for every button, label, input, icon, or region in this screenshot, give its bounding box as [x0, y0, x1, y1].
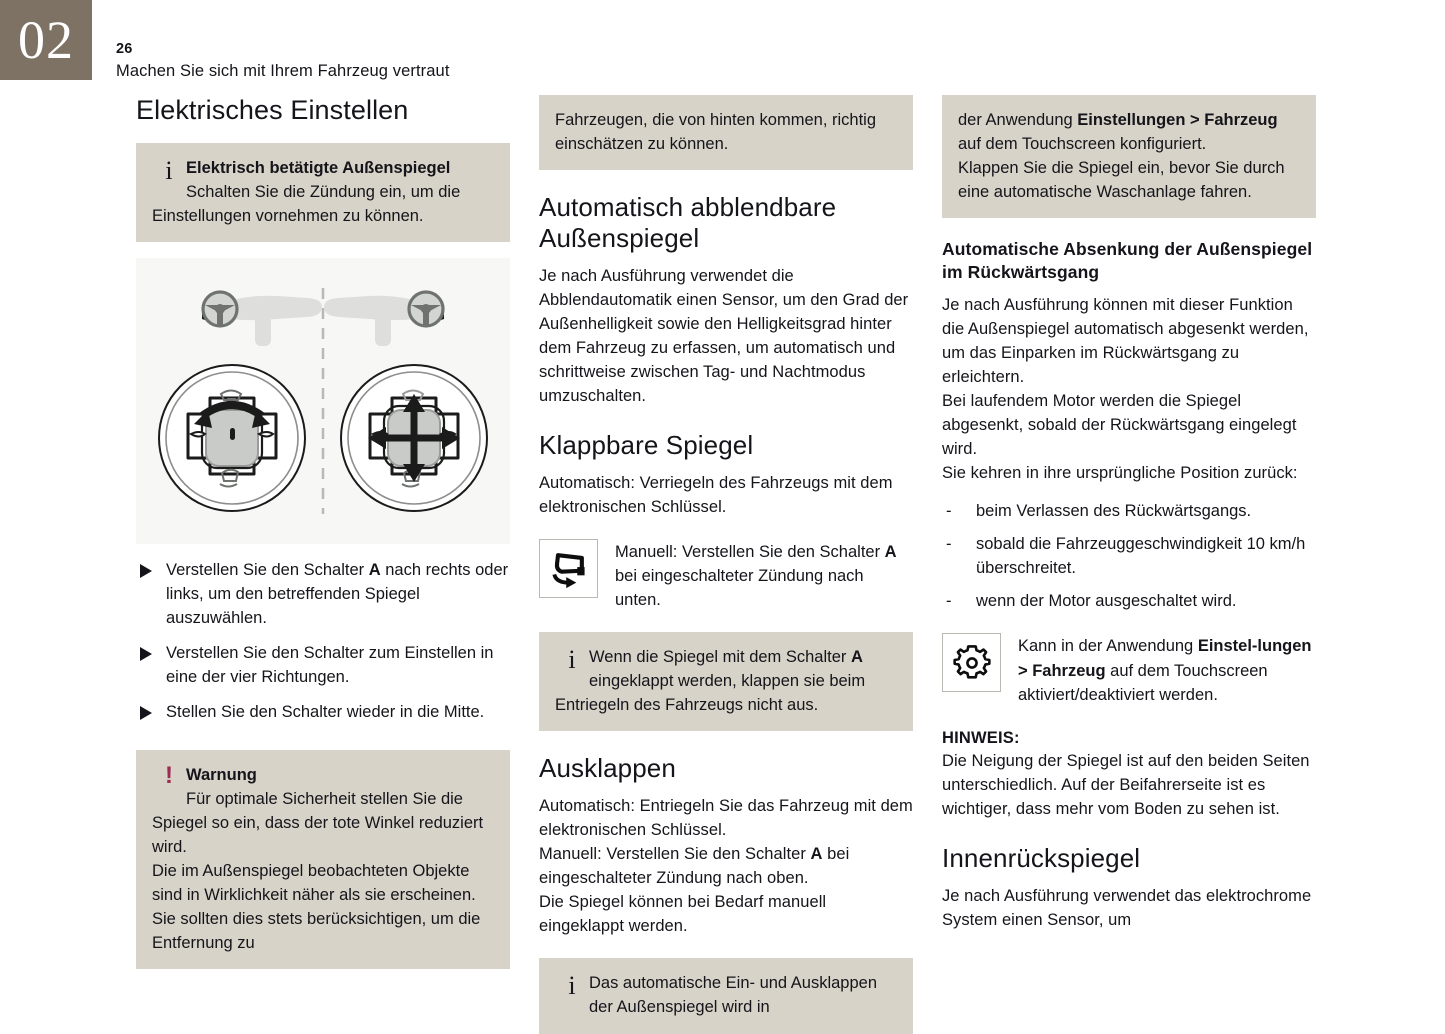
column-middle: [539, 95, 913, 1034]
icon-text-part: Manuell: Verstellen Sie den Schalter: [615, 542, 885, 561]
running-head: [116, 40, 450, 82]
page-title: Elektrisches Einstellen: [136, 95, 409, 125]
hinweis-label: HINWEIS:: [942, 728, 1020, 747]
list-item: - sobald die Fahrzeuggeschwindigkeit 10 km/h überschreitet.: [942, 532, 1316, 580]
running-head-title: Machen Sie sich mit Ihrem Fahrzeug vertraut: [116, 61, 450, 80]
info-text-part: Wenn die Spiegel mit dem Schalter: [589, 648, 851, 667]
car-top-view-left: [202, 292, 322, 346]
list-item: - wenn der Motor ausgeschaltet wird.: [942, 589, 1316, 613]
section-title-auto-lowering: Automatische Absenkung der Außenspiegel im Rückwärtsgang: [942, 239, 1313, 283]
gear-icon: [942, 633, 1001, 692]
info-box-title: Elektrisch betätigte Außenspiegel: [186, 158, 451, 177]
info-box-electric-mirrors: [136, 143, 510, 242]
step-list: [136, 558, 510, 724]
hinweis-body: Die Neigung der Spiegel ist auf den beiden Seiten unterschiedlich. Auf der Beifahrerseite ist es wichtiger, dass mehr vom Boden zu sehen ist.: [942, 751, 1310, 818]
icon-text-bold: Einstel-lungen > Fahrzeug: [1018, 637, 1312, 680]
mirror-fold-icon: [539, 539, 598, 598]
warning-box-title: Warnung: [186, 765, 257, 784]
info-icon: i: [568, 971, 576, 1001]
continued-info-box-middle: [539, 95, 913, 170]
section-body-auto-lowering: Je nach Ausführung können mit dieser Funktion die Außenspiegel automatisch abgesenkt werden, um das Einparken im Rückwärtsgang zu erleichtern. Bei laufendem Motor werden die Spiegel abgesenkt, sobald der Rückwärtsgang eingelegt wird. Sie kehren in ihre ursprüngliche Position zurück:: [942, 295, 1309, 483]
info-box-auto-fold: [539, 958, 913, 1033]
icon-text-part: auf dem Touchscreen aktiviert/deaktiviert werden.: [1018, 661, 1268, 704]
box-text-part: auf dem Touchscreen konfiguriert. Klappen Sie die Spiegel ein, bevor Sie durch eine automatische Waschanlage fahren.: [958, 135, 1285, 202]
section-title-auto-dimming: Automatisch abblendbare Außenspiegel: [539, 192, 837, 253]
gear-glyph: [951, 642, 993, 684]
list-item: [136, 558, 510, 630]
step-bold-part: A: [368, 561, 381, 580]
switch-4way-right: [341, 365, 487, 511]
warning-box-text: Für optimale Sicherheit stellen Sie die Spiegel so ein, dass der tote Winkel reduziert wird. Die im Außenspiegel beobachteten Objekte sind in Wirklichkeit näher als sie erscheinen. Sie sollten dies stets berücksichtigen, um die Entfernung zu: [152, 789, 484, 953]
continued-info-box-right: [942, 95, 1316, 218]
info-text-bold: A: [851, 648, 863, 667]
body-text-part: Manuell: Verstellen Sie den Schalter: [539, 845, 811, 864]
settings-icon-row: [942, 633, 1316, 706]
column-left: [136, 95, 510, 969]
mirror-fold-glyph: [547, 546, 591, 590]
step-text-part: Verstellen Sie den Schalter zum Einstellen in eine der vier Richtungen.: [166, 644, 494, 687]
settings-icon-text: [1018, 633, 1316, 706]
section-body-interior-mirror: Je nach Ausführung verwendet das elektrochrome System einen Sensor, um: [942, 886, 1312, 929]
page-columns: [136, 95, 1316, 1034]
box-text-bold: Einstellungen > Fahrzeug: [1077, 111, 1278, 129]
list-item: [136, 700, 510, 724]
info-box-auto-fold-text: Das automatische Ein- und Ausklappen der Außenspiegel wird in: [589, 974, 878, 1017]
step-text-part: nach rechts oder links, um den betreffenden Spiegel auszuwählen.: [166, 561, 509, 628]
continued-info-box-right-text: [958, 108, 1300, 204]
icon-text-part: Kann in der Anwendung: [1018, 637, 1198, 656]
section-title-unfolding: Ausklappen: [539, 753, 676, 784]
switch-rotate-left: [159, 365, 305, 511]
step-text-part: Stellen Sie den Schalter wieder in die Mitte.: [166, 703, 485, 722]
warning-icon: !: [165, 761, 173, 789]
step-text-part: Verstellen Sie den Schalter: [166, 561, 369, 580]
body-text-part: bei eingeschalteter Zündung nach oben.: [539, 845, 850, 888]
section-body-folding-mirrors: Automatisch: Verriegeln des Fahrzeugs mit dem elektronischen Schlüssel.: [539, 473, 893, 516]
car-top-view-right: [324, 292, 444, 346]
chapter-badge: [0, 0, 92, 80]
mirror-switch-figure: [136, 258, 510, 544]
warning-box: [136, 750, 510, 970]
icon-text-part: bei eingeschalteter Zündung nach unten.: [615, 566, 864, 609]
box-text-part: der Anwendung: [958, 111, 1078, 129]
column-right: [942, 95, 1316, 932]
section-body-auto-dimming: Je nach Ausführung verwendet die Abblendautomatik einen Sensor, um den Grad der Außenhelligkeit sowie den Helligkeitsgrad hinter dem Fahrzeug zu erfassen, um automatisch und schrittweise zwischen Tag- und Nachtmodus umzuschalten.: [539, 266, 909, 405]
info-box-folding: [539, 632, 913, 731]
mirror-fold-icon-row: [539, 539, 913, 612]
mirror-switch-illustration: [136, 258, 510, 544]
mirror-fold-icon-text: [615, 539, 913, 612]
info-box-body: [152, 156, 494, 228]
info-box-folding-text: [555, 645, 897, 717]
info-text-part: eingeklappt werden, klappen sie beim Entriegeln des Fahrzeugs nicht aus.: [555, 672, 866, 715]
body-text-bold: A: [810, 845, 823, 864]
info-box-text: Schalten Sie die Zündung ein, um die Einstellungen vornehmen zu können.: [152, 182, 461, 226]
section-body-unfolding-3: Die Spiegel können bei Bedarf manuell eingeklappt werden.: [539, 893, 827, 936]
section-title-interior-mirror: Innenrückspiegel: [942, 842, 1141, 873]
section-title-folding-mirrors: Klappbare Spiegel: [539, 429, 754, 460]
list-item: [136, 641, 510, 689]
warning-box-body: [152, 763, 494, 956]
continued-info-box-text: Fahrzeugen, die von hinten kommen, richtig einschätzen zu können.: [555, 111, 877, 154]
section-body-unfolding-2: [539, 842, 913, 890]
icon-text-bold: A: [884, 542, 897, 561]
chapter-number: 02: [18, 10, 74, 70]
page-number: 26: [116, 41, 133, 57]
info-icon: i: [568, 645, 576, 675]
info-icon: i: [165, 155, 173, 185]
auto-lowering-conditions-list: [942, 499, 1316, 613]
list-item: - beim Verlassen des Rückwärtsgangs.: [942, 499, 1316, 523]
section-body-unfolding-1: Automatisch: Entriegeln Sie das Fahrzeug mit dem elektronischen Schlüssel.: [539, 796, 913, 840]
